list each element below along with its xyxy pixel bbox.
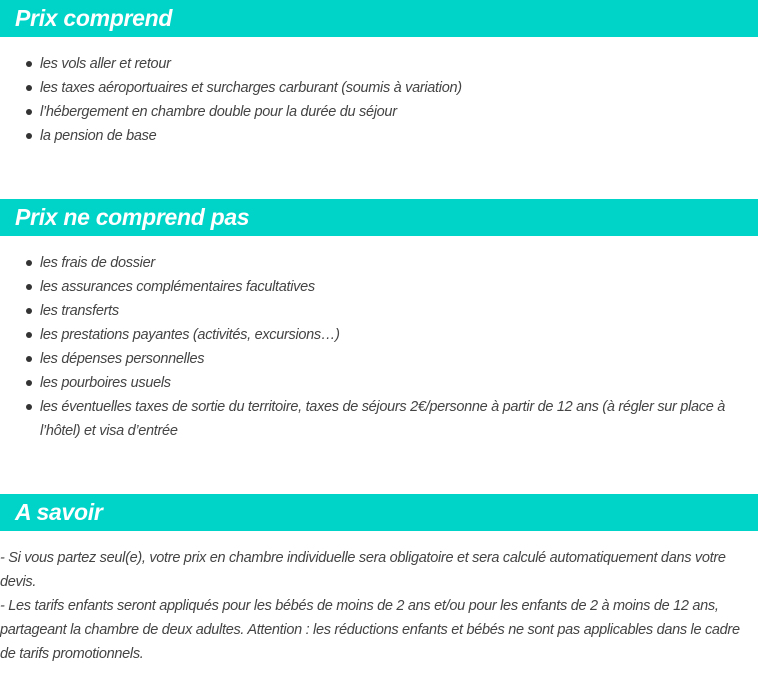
section-header-a-savoir [0, 494, 758, 531]
list-item: les transferts [0, 299, 758, 323]
section-header-prix-comprend [0, 0, 758, 37]
bullet-icon [26, 260, 32, 266]
list-item: les éventuelles taxes de sortie du territoire, taxes de séjours 2€/personne à partir de 12 ans (à régler sur place à l’hôtel) et visa d’entrée [0, 395, 758, 443]
list-item: la pension de base [0, 124, 758, 148]
a-savoir-content [0, 546, 750, 666]
list-item: les taxes aéroportuaires et surcharges carburant (soumis à variation) [0, 76, 758, 100]
bullet-icon [26, 404, 32, 410]
list-item: les frais de dossier [0, 251, 758, 275]
bullet-icon [26, 308, 32, 314]
section-title: Prix ne comprend pas [15, 204, 250, 230]
bullet-icon [26, 332, 32, 338]
section-title: Prix comprend [15, 5, 173, 31]
bullet-icon [26, 109, 32, 115]
bullet-icon [26, 85, 32, 91]
bullet-icon [26, 356, 32, 362]
bullet-icon [26, 380, 32, 386]
list-item: les vols aller et retour [0, 52, 758, 76]
info-paragraph-child-rates: - Les tarifs enfants seront appliqués pour les bébés de moins de 2 ans et/ou pour les enfants de 2 à moins de 12 ans, partageant la chambre de deux adultes. Attention : les réductions enfants et bébés ne sont pas applicables dans le cadre de tarifs promotionnels. [0, 598, 740, 662]
included-list [0, 52, 758, 148]
list-item: les assurances complémentaires facultatives [0, 275, 758, 299]
excluded-list [0, 251, 758, 443]
bullet-icon [26, 133, 32, 139]
list-item: les prestations payantes (activités, excursions…) [0, 323, 758, 347]
list-item: l’hébergement en chambre double pour la durée du séjour [0, 100, 758, 124]
bullet-icon [26, 61, 32, 67]
section-title: A savoir [15, 499, 103, 525]
list-item: les pourboires usuels [0, 371, 758, 395]
bullet-icon [26, 284, 32, 290]
section-header-prix-ne-comprend-pas [0, 199, 758, 236]
info-paragraph-single-traveler: - Si vous partez seul(e), votre prix en chambre individuelle sera obligatoire et sera calculé automatiquement dans votre devis. [0, 550, 726, 590]
list-item: les dépenses personnelles [0, 347, 758, 371]
